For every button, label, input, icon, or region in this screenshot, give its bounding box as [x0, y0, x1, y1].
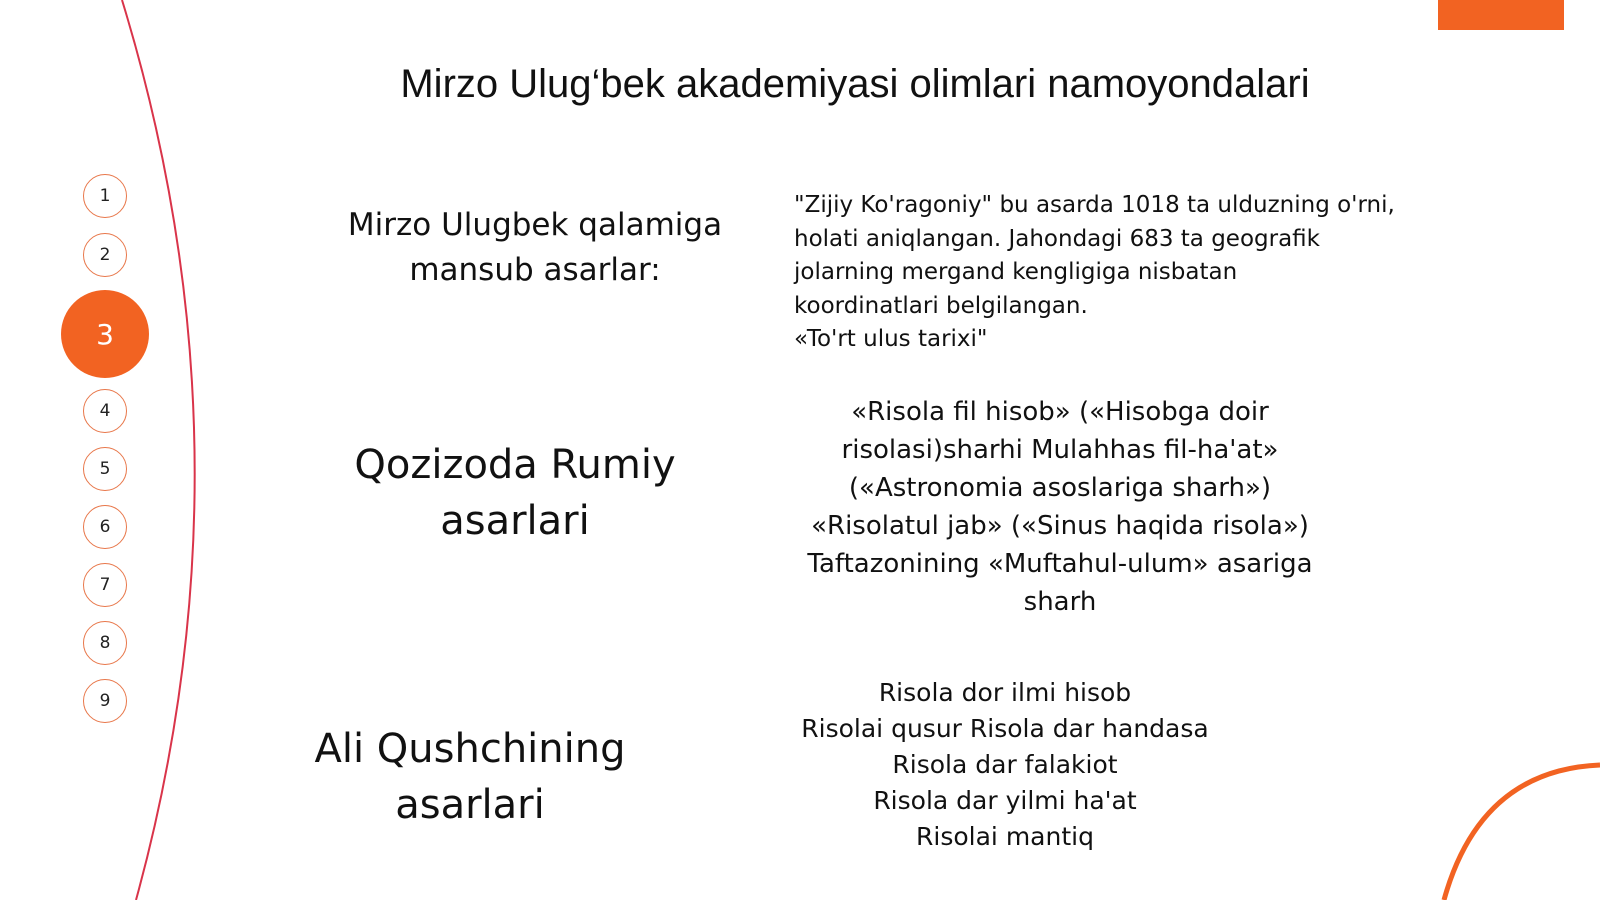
left-curve-line — [122, 0, 195, 900]
slide-title: Mirzo Ulug‘bek akademiyasi olimlari namoyondalari — [400, 62, 1310, 106]
nav-item-5[interactable]: 5 — [83, 447, 127, 491]
corner-arc — [1444, 765, 1600, 900]
text-line: («Astronomia asoslariga sharh») — [848, 473, 1272, 503]
nav-item-8[interactable]: 8 — [83, 621, 127, 665]
nav-item-3-active[interactable]: 3 — [61, 290, 149, 378]
text-line: Risolai mantiq — [916, 822, 1094, 851]
top-accent-tab — [1438, 0, 1564, 30]
section-text-qushchi — [770, 675, 1240, 855]
text-line: Risolai qusur Risola dar handasa — [801, 714, 1209, 743]
section-text-ulugbek — [794, 189, 1394, 357]
section-label-rumiy: Qozizoda Rumiy asarlari — [354, 442, 676, 544]
text-line: «Risola fil hisob» («Hisobga doir — [851, 397, 1269, 427]
text-line: sharh — [1023, 587, 1097, 617]
text-line: jolarning mergand kengligiga nisbatan — [794, 259, 1238, 285]
nav-item-1[interactable]: 1 — [83, 174, 127, 218]
text-line: Risola dar yilmi ha'at — [873, 786, 1137, 815]
text-line: holati aniqlangan. Jahondagi 683 ta geografik — [794, 225, 1320, 252]
text-line: risolasi)sharhi Mulahhas fil-ha'at» — [841, 435, 1279, 465]
text-line: koordinatlari belgilangan. — [794, 292, 1088, 319]
text-line: Risola dor ilmi hisob — [878, 678, 1132, 707]
nav-item-4[interactable]: 4 — [83, 389, 127, 433]
nav-item-2[interactable]: 2 — [83, 233, 127, 277]
section-text-rumiy — [790, 393, 1330, 621]
section-label-ulugbek: Mirzo Ulugbek qalamiga mansub asarlar: — [347, 207, 723, 288]
text-line: Risola dar falakiot — [892, 750, 1118, 779]
text-line: Taftazonining «Muftahul-ulum» asariga — [807, 549, 1313, 579]
nav-item-9[interactable]: 9 — [83, 679, 127, 723]
text-line: «To'rt ulus tarixi" — [794, 326, 988, 352]
text-line: "Zijiy Ko'ragoniy" bu asarda 1018 ta ulduzning o'rni, — [794, 192, 1395, 218]
nav-item-6[interactable]: 6 — [83, 505, 127, 549]
text-line: «Risolatul jab» («Sinus haqida risola») — [811, 511, 1309, 541]
nav-item-7[interactable]: 7 — [83, 563, 127, 607]
section-label-qushchi: Ali Qushchining asarlari — [314, 726, 626, 828]
